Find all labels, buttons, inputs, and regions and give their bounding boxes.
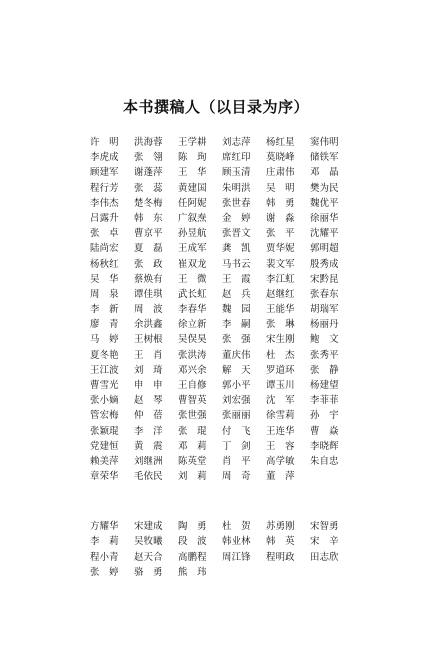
contributor-name: 窦伟明 (310, 137, 339, 148)
contributor-name: 丁 剑 (222, 440, 251, 452)
contributor-name: 张秀平 (310, 349, 339, 361)
contributor-name (310, 469, 354, 484)
contributor-name: 李 洋 (134, 425, 163, 437)
contributor-name: 谢 淼 (266, 212, 295, 224)
contributor-name: 洪海蓉 (134, 137, 163, 148)
contributor-name: 吴 明 (266, 182, 295, 194)
contributor-name: 刘 琦 (134, 364, 163, 376)
contributor-name: 杨丽丹 (310, 319, 339, 331)
contributor-name: 周 泉 (90, 288, 119, 300)
contributor-name: 夏 磊 (134, 243, 163, 255)
contributor-name (310, 565, 354, 580)
contributor-name: 陈英堂 (178, 455, 207, 467)
contributor-name: 王 华 (178, 167, 207, 179)
contributor-name: 程小青 (90, 551, 119, 563)
contributor-name: 殷秀成 (310, 258, 339, 270)
contributor-name: 谭佳琪 (134, 288, 163, 300)
page-title: 本书撰稿人（以目录为序） (122, 98, 309, 116)
contributor-name: 周江锋 (222, 551, 251, 563)
contributor-name: 张 琨 (178, 425, 207, 437)
contributor-name: 宋 辛 (310, 536, 339, 548)
contributor-name (266, 565, 310, 580)
contributor-name: 申 申 (134, 380, 163, 391)
contributor-name: 余洪鑫 (134, 319, 163, 331)
contributors-list-extra (90, 519, 354, 581)
contributor-name: 许 明 (90, 137, 119, 148)
contributor-name: 韩 勇 (266, 197, 295, 209)
contributor-name: 李春华 (178, 304, 207, 316)
contributor-name: 裴文军 (266, 258, 295, 270)
contributor-name: 张春东 (310, 288, 339, 300)
contributor-name: 段 波 (178, 536, 207, 548)
contributor-name: 席红印 (222, 152, 251, 164)
contributor-name: 杜 杰 (266, 349, 295, 361)
contributor-name: 王树根 (134, 334, 163, 346)
contributor-name: 邓 莉 (178, 440, 207, 452)
contributor-name: 付 飞 (222, 425, 251, 437)
contributor-name: 刘志萍 (222, 137, 251, 148)
contributor-name: 党建恒 (90, 440, 119, 452)
contributor-name: 张世春 (222, 197, 251, 209)
contributor-name: 肖 平 (222, 455, 251, 467)
contributor-name: 赵天合 (134, 551, 163, 563)
contributor-name: 沈 军 (266, 395, 295, 407)
contributor-name: 宋黔昆 (310, 273, 339, 285)
contributor-name: 宋生刚 (266, 334, 295, 346)
contributor-name: 李 新 (90, 304, 119, 316)
contributor-name: 张洪涛 (178, 349, 207, 361)
contributor-name: 马 婷 (90, 334, 119, 346)
contributor-name: 王 微 (178, 273, 207, 285)
contributor-name: 王江波 (90, 364, 119, 376)
contributor-name: 楚冬梅 (134, 197, 163, 209)
contributor-name: 章荣华 (90, 471, 119, 483)
contributor-name: 胡瑞军 (310, 304, 339, 316)
contributor-name: 金 婷 (222, 212, 251, 224)
contributor-name: 刘继洲 (134, 455, 163, 467)
contributor-name: 张世强 (178, 410, 207, 422)
contributor-name: 魏优平 (310, 197, 339, 209)
contributor-name: 熊 玮 (178, 567, 207, 579)
contributor-name: 孙昱航 (178, 228, 207, 240)
contributor-name: 仲 蓓 (134, 410, 163, 422)
contributor-name: 杨红星 (266, 137, 295, 148)
contributor-name: 王 霞 (222, 273, 251, 285)
contributor-name: 韩 英 (266, 536, 295, 548)
contributor-name: 邓兴余 (178, 364, 207, 376)
contributor-name: 吴俣昊 (178, 334, 207, 346)
contributor-name: 徐雪莉 (266, 410, 295, 422)
contributor-name: 王 肖 (134, 349, 163, 361)
contributor-name: 田志欣 (310, 551, 339, 563)
contributor-name: 张丽丽 (222, 410, 251, 422)
contributor-name: 杨建望 (310, 380, 339, 391)
contributor-name: 苏勇刚 (266, 521, 295, 532)
contributor-name: 刘宏强 (222, 395, 251, 407)
contributor-name: 马书云 (222, 258, 251, 270)
contributor-name: 李 莉 (90, 536, 119, 548)
contributor-name: 曹京平 (134, 228, 163, 240)
contributor-name: 张 卓 (90, 228, 119, 240)
contributor-name: 张 婷 (90, 567, 119, 579)
contributor-name: 郭明超 (310, 243, 339, 255)
contributor-name: 崔双龙 (178, 258, 207, 270)
contributor-name: 刘 莉 (178, 471, 207, 483)
contributor-name: 张 政 (134, 258, 163, 270)
contributor-name: 王 容 (266, 440, 295, 452)
contributor-name: 顾玉清 (222, 167, 251, 179)
contributor-name: 曹智英 (178, 395, 207, 407)
contributor-name: 张 蕊 (134, 182, 163, 194)
contributor-name: 王学耕 (178, 137, 207, 148)
contributor-name: 赖美萍 (90, 455, 119, 467)
contributor-name: 王成军 (178, 243, 207, 255)
contributor-name: 黄 震 (134, 440, 163, 452)
contributor-name: 吴 华 (90, 273, 119, 285)
contributor-name: 赵继红 (266, 288, 295, 300)
contributor-name (222, 565, 266, 580)
contributor-name: 徐丽华 (310, 212, 339, 224)
contributor-name: 张 琳 (266, 319, 295, 331)
contributor-name: 曹雪光 (90, 380, 119, 391)
contributor-name: 董庆伟 (222, 349, 251, 361)
contributor-name: 任阿妮 (178, 197, 207, 209)
contributor-name: 骆 勇 (134, 567, 163, 579)
contributor-name: 解 天 (222, 364, 251, 376)
contributor-name: 陶 勇 (178, 521, 207, 532)
contributor-name: 李 嗣 (222, 319, 251, 331)
contributor-name: 宋建成 (134, 521, 163, 532)
contributor-name: 周 波 (134, 304, 163, 316)
contributor-name: 张 翎 (134, 152, 163, 164)
contributor-name: 张 静 (310, 364, 339, 376)
contributor-name: 赵 琴 (134, 395, 163, 407)
contributor-name: 庄肃伟 (266, 167, 295, 179)
contributor-name: 程明政 (266, 551, 295, 563)
contributor-name: 张 强 (222, 334, 251, 346)
contributor-name: 邓 晶 (310, 167, 339, 179)
contributor-name: 曹 焱 (310, 425, 339, 437)
contributor-name: 李伟杰 (90, 197, 119, 209)
contributor-name: 谭玉川 (266, 380, 295, 391)
contributor-name: 沈耀平 (310, 228, 339, 240)
contributor-name: 谢蓬萍 (134, 167, 163, 179)
contributor-name: 徐立新 (178, 319, 207, 331)
contributor-name: 张小嫡 (90, 395, 119, 407)
contributor-name: 樊为民 (310, 182, 339, 194)
contributor-name: 赵 兵 (222, 288, 251, 300)
contributor-name: 贾华妮 (266, 243, 295, 255)
contributor-name: 李晓辉 (310, 440, 339, 452)
contributors-list (90, 135, 354, 484)
contributor-name: 陈 珣 (178, 152, 207, 164)
contributor-name: 莫晓峰 (266, 152, 295, 164)
contributor-name: 李虎成 (90, 152, 119, 164)
contributor-name: 李菲菲 (310, 395, 339, 407)
contributor-name: 郭小平 (222, 380, 251, 391)
contributor-name: 王连华 (266, 425, 295, 437)
contributor-name: 王能华 (266, 304, 295, 316)
contributor-name: 蔡焕有 (134, 273, 163, 285)
contributor-name: 吕露升 (90, 212, 119, 224)
contributor-name: 董 萍 (266, 471, 295, 483)
contributor-name: 韩业林 (222, 536, 251, 548)
contributor-name: 张晋文 (222, 228, 251, 240)
contributor-name: 廖 青 (90, 319, 119, 331)
contributor-name: 罗道环 (266, 364, 295, 376)
contributor-name: 高鹏程 (178, 551, 207, 563)
contributor-name: 武长虹 (178, 288, 207, 300)
contributor-name: 孙 宇 (310, 410, 339, 422)
contributor-name: 韩 东 (134, 212, 163, 224)
contributor-name: 鲍 文 (310, 334, 339, 346)
contributor-name: 王自修 (178, 380, 207, 391)
contributor-name: 龚 凯 (222, 243, 251, 255)
contributor-name: 朱自忠 (310, 455, 339, 467)
contributor-name: 顾建军 (90, 167, 119, 179)
contributor-name: 广叙焘 (178, 212, 207, 224)
contributor-name: 周 奇 (222, 471, 251, 483)
contributor-name: 吴牧曦 (134, 536, 163, 548)
contributor-name: 杨秋红 (90, 258, 119, 270)
contributor-name: 方耀华 (90, 521, 119, 532)
contributor-name: 储铁军 (310, 152, 339, 164)
contributor-name: 管宏梅 (90, 410, 119, 422)
contributor-name: 黄建国 (178, 182, 207, 194)
contributor-name: 张颖琨 (90, 425, 119, 437)
contributor-name: 毛依民 (134, 471, 163, 483)
contributor-name: 杜 贺 (222, 521, 251, 532)
contributor-name: 高学敏 (266, 455, 295, 467)
contributor-name: 夏冬艳 (90, 349, 119, 361)
contributor-name: 李江虹 (266, 273, 295, 285)
contributor-name: 朱明洪 (222, 182, 251, 194)
contributor-name: 宋智勇 (310, 521, 339, 532)
contributor-name: 陆尚宏 (90, 243, 119, 255)
contributor-name: 魏 园 (222, 304, 251, 316)
contributor-name: 程行芳 (90, 182, 119, 194)
contributor-name: 张 平 (266, 228, 295, 240)
